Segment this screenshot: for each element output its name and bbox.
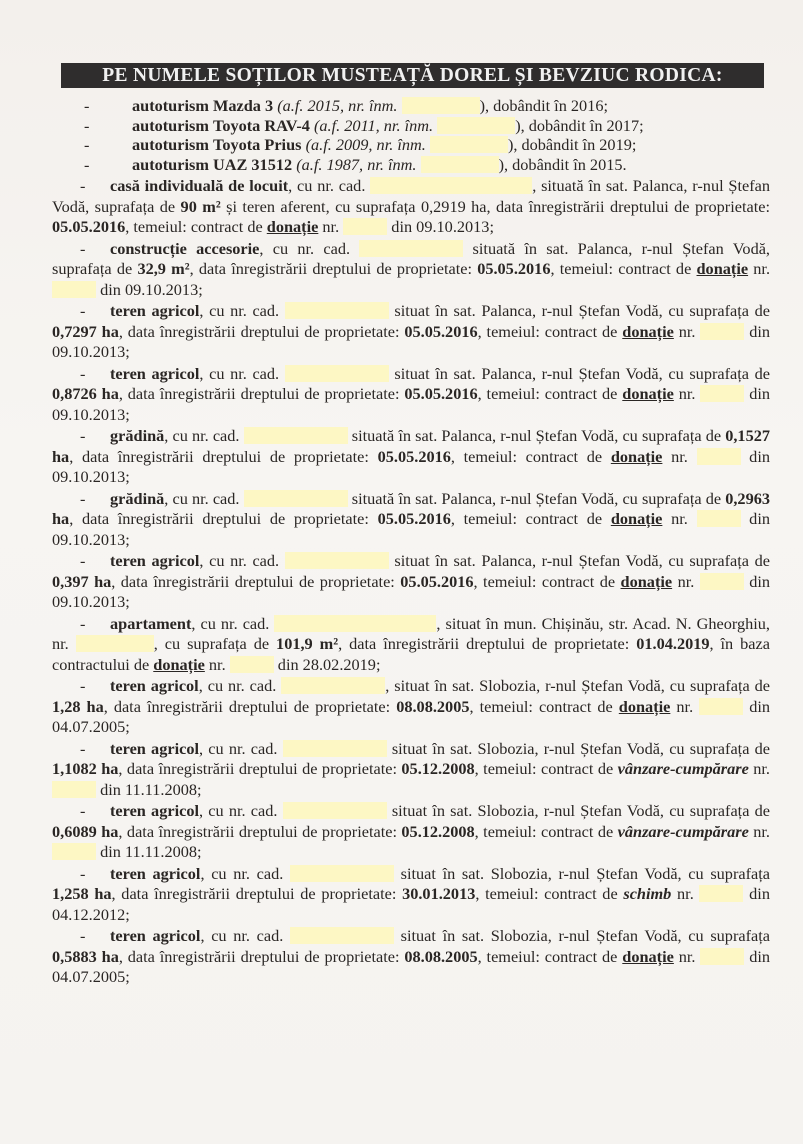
contract-date: din 04.12.2012; <box>52 884 770 924</box>
property-kind: apartament <box>110 613 192 633</box>
contract-type: donație <box>622 321 674 341</box>
number-label: nr. <box>673 321 696 341</box>
cadastral-label: , cu nr. cad. <box>199 301 280 320</box>
contract-type: vânzare-cumpărare <box>617 759 749 778</box>
registration-date: 05.05.2016 <box>377 446 451 466</box>
property-location: situat în sat. Palanca, r-nul Ștefan Vodă, cu suprafața de <box>388 301 770 320</box>
redacted-field <box>430 136 508 153</box>
redacted-field <box>697 448 741 465</box>
property-location: situat în sat. Slobozia, r-nul Ștefan Vodă, cu suprafața <box>393 863 770 883</box>
bullet: - <box>84 135 90 154</box>
registration-date: 30.01.2013 <box>402 884 476 903</box>
bullet: - <box>80 301 86 320</box>
cadastral-label: , cu nr. cad. <box>288 176 366 195</box>
registration-label: , data înregistrării dreptului de proprietate: <box>118 384 405 403</box>
number-label: nr. <box>748 759 771 778</box>
property-entry <box>52 614 770 676</box>
property-area: 1,1082 ha <box>52 759 119 778</box>
redacted-field <box>700 948 744 965</box>
redacted-field <box>700 385 744 402</box>
redacted-field <box>343 218 387 235</box>
basis-label: , temeiul: contract de <box>125 217 267 236</box>
registration-label: , data înregistrării dreptului de proprietate: <box>338 634 637 653</box>
number-label: nr. <box>748 821 771 841</box>
redacted-field <box>421 156 499 173</box>
registration-label: , data înregistrării dreptului de proprietate: <box>189 259 478 278</box>
redacted-field <box>274 615 436 632</box>
property-location: situat în sat. Slobozia, r-nul Ștefan Vodă, cu suprafața <box>393 926 770 945</box>
property-area: 0,397 ha <box>52 571 112 591</box>
vehicle-details: (a.f. 1987, nr. înm. <box>296 154 417 174</box>
property-entry <box>52 864 770 926</box>
property-entry <box>52 676 770 738</box>
registration-date: 05.05.2016 <box>404 321 478 341</box>
registration-label: , data înregistrării dreptului de proprietate: <box>111 571 401 591</box>
property-location: , situat în sat. Slobozia, r-nul Ștefan Vodă, cu suprafața de <box>385 676 771 695</box>
property-location-cont: , cu suprafața de <box>153 634 277 653</box>
redacted-field <box>52 281 96 298</box>
vehicle-details: (a.f. 2015, nr. înm. <box>277 96 398 115</box>
property-location: situat în sat. Slobozia, r-nul Ștefan Vodă, cu suprafața de <box>386 801 770 820</box>
registration-date: 05.12.2008 <box>401 759 475 778</box>
property-kind: teren agricol <box>110 738 199 758</box>
cadastral-label: , cu nr. cad. <box>164 488 240 508</box>
contract-type: donație <box>610 509 663 528</box>
number-label: nr. <box>673 946 696 966</box>
registration-label: , data înregistrării dreptului de proprietate: <box>103 696 397 716</box>
bullet: - <box>84 154 90 174</box>
number-label: nr. <box>672 571 695 591</box>
registration-date: 05.05.2016 <box>377 509 451 528</box>
property-area: 0,8726 ha <box>52 384 119 403</box>
redacted-field <box>76 635 154 652</box>
contract-type: donație <box>610 446 663 466</box>
property-location: , situată în sat. Palanca, r-nul Ștefan Vodă, suprafața de <box>52 176 770 216</box>
number-label: nr. <box>748 259 771 278</box>
registration-label: , data înregistrării dreptului de proprietate: <box>486 196 770 216</box>
bullet: - <box>84 115 90 135</box>
bullet: - <box>80 426 86 445</box>
vehicle-acquired: ), dobândit în 2017; <box>515 115 644 135</box>
vehicle-details: (a.f. 2011, nr. înm. <box>314 115 434 135</box>
registration-label: , data înregistrării dreptului de proprietate: <box>118 946 405 966</box>
vehicle-type: autoturism <box>132 115 209 135</box>
contract-type: donație <box>153 654 205 674</box>
cadastral-label: , cu nr. cad. <box>198 676 277 695</box>
property-entry <box>52 739 770 801</box>
contract-date: din 09.10.2013; <box>52 321 771 361</box>
registration-date: 05.05.2016 <box>52 217 126 236</box>
registration-date: 05.12.2008 <box>401 821 475 841</box>
vehicle-entry <box>52 96 770 117</box>
property-area: 32,9 m² <box>137 259 190 278</box>
vehicle-type: autoturism <box>132 135 209 154</box>
cadastral-label: , cu nr. cad. <box>200 863 284 883</box>
bullet: - <box>80 863 86 883</box>
basis-label: , în baza contractului de <box>52 634 770 674</box>
property-kind: teren agricol <box>110 301 200 320</box>
bullet: - <box>80 363 86 383</box>
property-area: 0,5883 ha <box>52 946 119 966</box>
contract-type: donație <box>266 217 319 236</box>
property-location: situat în sat. Slobozia, r-nul Ștefan Vodă, cu suprafața de <box>386 738 770 758</box>
redacted-field <box>402 97 480 114</box>
basis-label: , temeiul: contract de <box>450 509 611 528</box>
property-kind: grădină <box>110 488 165 508</box>
property-entry <box>52 926 770 988</box>
property-kind: teren agricol <box>110 676 199 695</box>
contract-date: din 09.10.2013; <box>52 446 770 486</box>
redacted-field <box>437 117 515 134</box>
property-entry <box>52 364 770 426</box>
registration-date: 08.08.2005 <box>396 696 470 716</box>
vehicle-details: (a.f. 2009, nr. înm. <box>305 135 426 154</box>
vehicle-acquired: ), dobândit în 2016; <box>479 96 609 115</box>
cadastral-label: , cu nr. cad. <box>259 238 351 258</box>
registration-date: 08.08.2005 <box>404 946 478 966</box>
vehicle-model: UAZ 31512 <box>212 154 293 174</box>
property-kind: teren agricol <box>110 926 201 945</box>
basis-label: , temeiul: contract de <box>474 759 618 778</box>
property-area: 0,1527 ha <box>52 426 770 466</box>
contract-date: din 11.11.2008; <box>96 779 202 799</box>
contract-type: donație <box>622 384 674 403</box>
property-location: situat în sat. Palanca, r-nul Ștefan Vodă, cu suprafața de <box>388 363 770 383</box>
asset-list <box>52 96 770 988</box>
redacted-field <box>281 677 385 694</box>
property-entry <box>52 239 770 301</box>
redacted-field <box>699 698 743 715</box>
bullet: - <box>80 801 86 820</box>
number-label: nr. <box>318 217 340 236</box>
redacted-field <box>244 490 348 507</box>
registration-label: , data înregistrării dreptului de proprietate: <box>118 821 402 841</box>
vehicle-entry <box>52 155 770 176</box>
number-label: nr. <box>671 884 694 903</box>
property-kind: teren agricol <box>110 551 200 570</box>
bullet: - <box>80 551 86 570</box>
redacted-field <box>290 865 394 882</box>
cadastral-label: , cu nr. cad. <box>199 363 280 383</box>
contract-date: din 09.10.2013; <box>52 384 771 424</box>
cadastral-label: , cu nr. cad. <box>191 613 270 633</box>
redacted-field <box>700 573 744 590</box>
redacted-field <box>52 843 96 860</box>
basis-label: , temeiul: contract de <box>477 946 623 966</box>
redacted-field <box>244 427 348 444</box>
redacted-field <box>700 323 744 340</box>
basis-label: , temeiul: contract de <box>475 884 624 903</box>
property-kind: teren agricol <box>110 863 201 883</box>
redacted-field <box>52 781 96 798</box>
registration-label: , data înregistrării dreptului de proprietate: <box>69 446 378 466</box>
property-location: situată în sat. Palanca, r-nul Ștefan Vodă, suprafața de <box>52 238 771 278</box>
property-entry <box>52 176 770 238</box>
basis-label: , temeiul: contract de <box>474 821 618 841</box>
contract-type: donație <box>618 696 671 716</box>
contract-date: din 09.10.2013; <box>387 217 494 236</box>
registration-date: 05.05.2016 <box>404 384 478 403</box>
vehicle-acquired: ), dobândit în 2015. <box>498 154 627 174</box>
basis-label: , temeiul: contract de <box>473 571 621 591</box>
bullet: - <box>84 96 90 115</box>
number-label: nr. <box>670 696 694 716</box>
registration-label: , data înregistrării dreptului de proprietate: <box>118 759 402 778</box>
property-kind: casă individuală de locuit <box>110 176 289 195</box>
redacted-field <box>370 177 532 194</box>
bullet: - <box>80 238 86 258</box>
contract-date: din 28.02.2019; <box>273 654 381 674</box>
vehicle-type: autoturism <box>132 96 209 115</box>
property-entry <box>52 489 770 551</box>
document-heading: PE NUMELE SOȚILOR MUSTEAȚĂ DOREL ȘI BEVZIUC RODICA: <box>61 63 764 88</box>
redacted-field <box>285 365 389 382</box>
basis-label: , temeiul: contract de <box>550 259 697 278</box>
property-entry <box>52 551 770 613</box>
property-kind: construcție accesorie <box>110 238 260 258</box>
property-location: situată în sat. Palanca, r-nul Ștefan Vodă, cu suprafața de <box>347 488 726 508</box>
contract-type: vânzare-cumpărare <box>617 821 749 841</box>
cadastral-label: , cu nr. cad. <box>198 738 278 758</box>
property-area: 0,2963 ha <box>52 488 770 528</box>
vehicle-entry <box>52 135 770 156</box>
property-area: 0,7297 ha <box>52 321 119 341</box>
property-location: situată în sat. Palanca, r-nul Ștefan Vodă, cu suprafața de <box>347 426 726 445</box>
property-entry <box>52 301 770 363</box>
redacted-field <box>285 552 389 569</box>
redacted-field <box>230 656 274 673</box>
redacted-field <box>290 927 394 944</box>
number-label: nr. <box>662 446 688 466</box>
registration-label: , data înregistrării dreptului de proprietate: <box>111 884 403 903</box>
contract-type: donație <box>622 946 674 966</box>
contract-type: donație <box>696 259 749 278</box>
property-entry <box>52 801 770 863</box>
bullet: - <box>80 613 86 633</box>
property-area: 101,9 m² <box>276 634 339 653</box>
property-kind: teren agricol <box>110 363 200 383</box>
contract-date: din 04.07.2005; <box>52 946 771 986</box>
property-kind: grădină <box>110 426 165 445</box>
registration-date: 05.05.2016 <box>477 259 551 278</box>
vehicle-model: Toyota RAV-4 <box>212 115 310 135</box>
basis-label: , temeiul: contract de <box>477 321 623 341</box>
contract-date: din 04.07.2005; <box>52 696 771 736</box>
cadastral-label: , cu nr. cad. <box>198 801 278 820</box>
contract-type: donație <box>620 571 673 591</box>
vehicle-model: Mazda 3 <box>212 96 274 115</box>
redacted-field <box>285 302 389 319</box>
bullet: - <box>80 176 86 195</box>
vehicle-entry <box>52 116 770 137</box>
property-location: , situat în mun. Chișinău, str. Acad. N. Gheorghiu, nr. <box>52 613 770 653</box>
number-label: nr. <box>662 509 688 528</box>
property-area: 1,258 ha <box>52 884 112 903</box>
bullet: - <box>80 676 86 695</box>
redacted-field <box>699 885 743 902</box>
property-area: 0,6089 ha <box>52 821 119 841</box>
basis-label: , temeiul: contract de <box>469 696 619 716</box>
bullet: - <box>80 738 86 758</box>
registration-label: , data înregistrării dreptului de proprietate: <box>69 509 378 528</box>
property-entry <box>52 426 770 488</box>
registration-label: , data înregistrării dreptului de proprietate: <box>118 321 405 341</box>
registration-date: 05.05.2016 <box>400 571 474 591</box>
property-area: 1,28 ha <box>52 696 104 716</box>
bullet: - <box>80 488 86 508</box>
contract-type: schimb <box>623 884 672 903</box>
basis-label: , temeiul: contract de <box>450 446 611 466</box>
registration-date: 01.04.2019 <box>636 634 710 653</box>
property-area: 90 m² <box>180 196 221 216</box>
cadastral-label: , cu nr. cad. <box>200 926 284 945</box>
vehicle-acquired: ), dobândit în 2019; <box>507 135 637 154</box>
vehicle-model: Toyota Prius <box>212 135 302 154</box>
property-extra: și teren aferent, cu suprafața 0,2919 ha <box>220 196 487 216</box>
property-kind: teren agricol <box>110 801 199 820</box>
property-location: situat în sat. Palanca, r-nul Ștefan Vodă, cu suprafața de <box>388 551 770 570</box>
contract-date: din 09.10.2013; <box>52 509 770 549</box>
contract-date: din 11.11.2008; <box>96 842 202 861</box>
contract-date: din 09.10.2013; <box>96 279 203 299</box>
basis-label: , temeiul: contract de <box>477 384 623 403</box>
vehicle-type: autoturism <box>132 154 209 174</box>
cadastral-label: , cu nr. cad. <box>199 551 280 570</box>
bullet: - <box>80 926 86 945</box>
number-label: nr. <box>204 654 226 674</box>
redacted-field <box>283 802 387 819</box>
number-label: nr. <box>673 384 696 403</box>
contract-date: din 09.10.2013; <box>52 571 771 611</box>
cadastral-label: , cu nr. cad. <box>164 426 240 445</box>
redacted-field <box>359 240 463 257</box>
redacted-field <box>697 510 741 527</box>
redacted-field <box>283 740 387 757</box>
